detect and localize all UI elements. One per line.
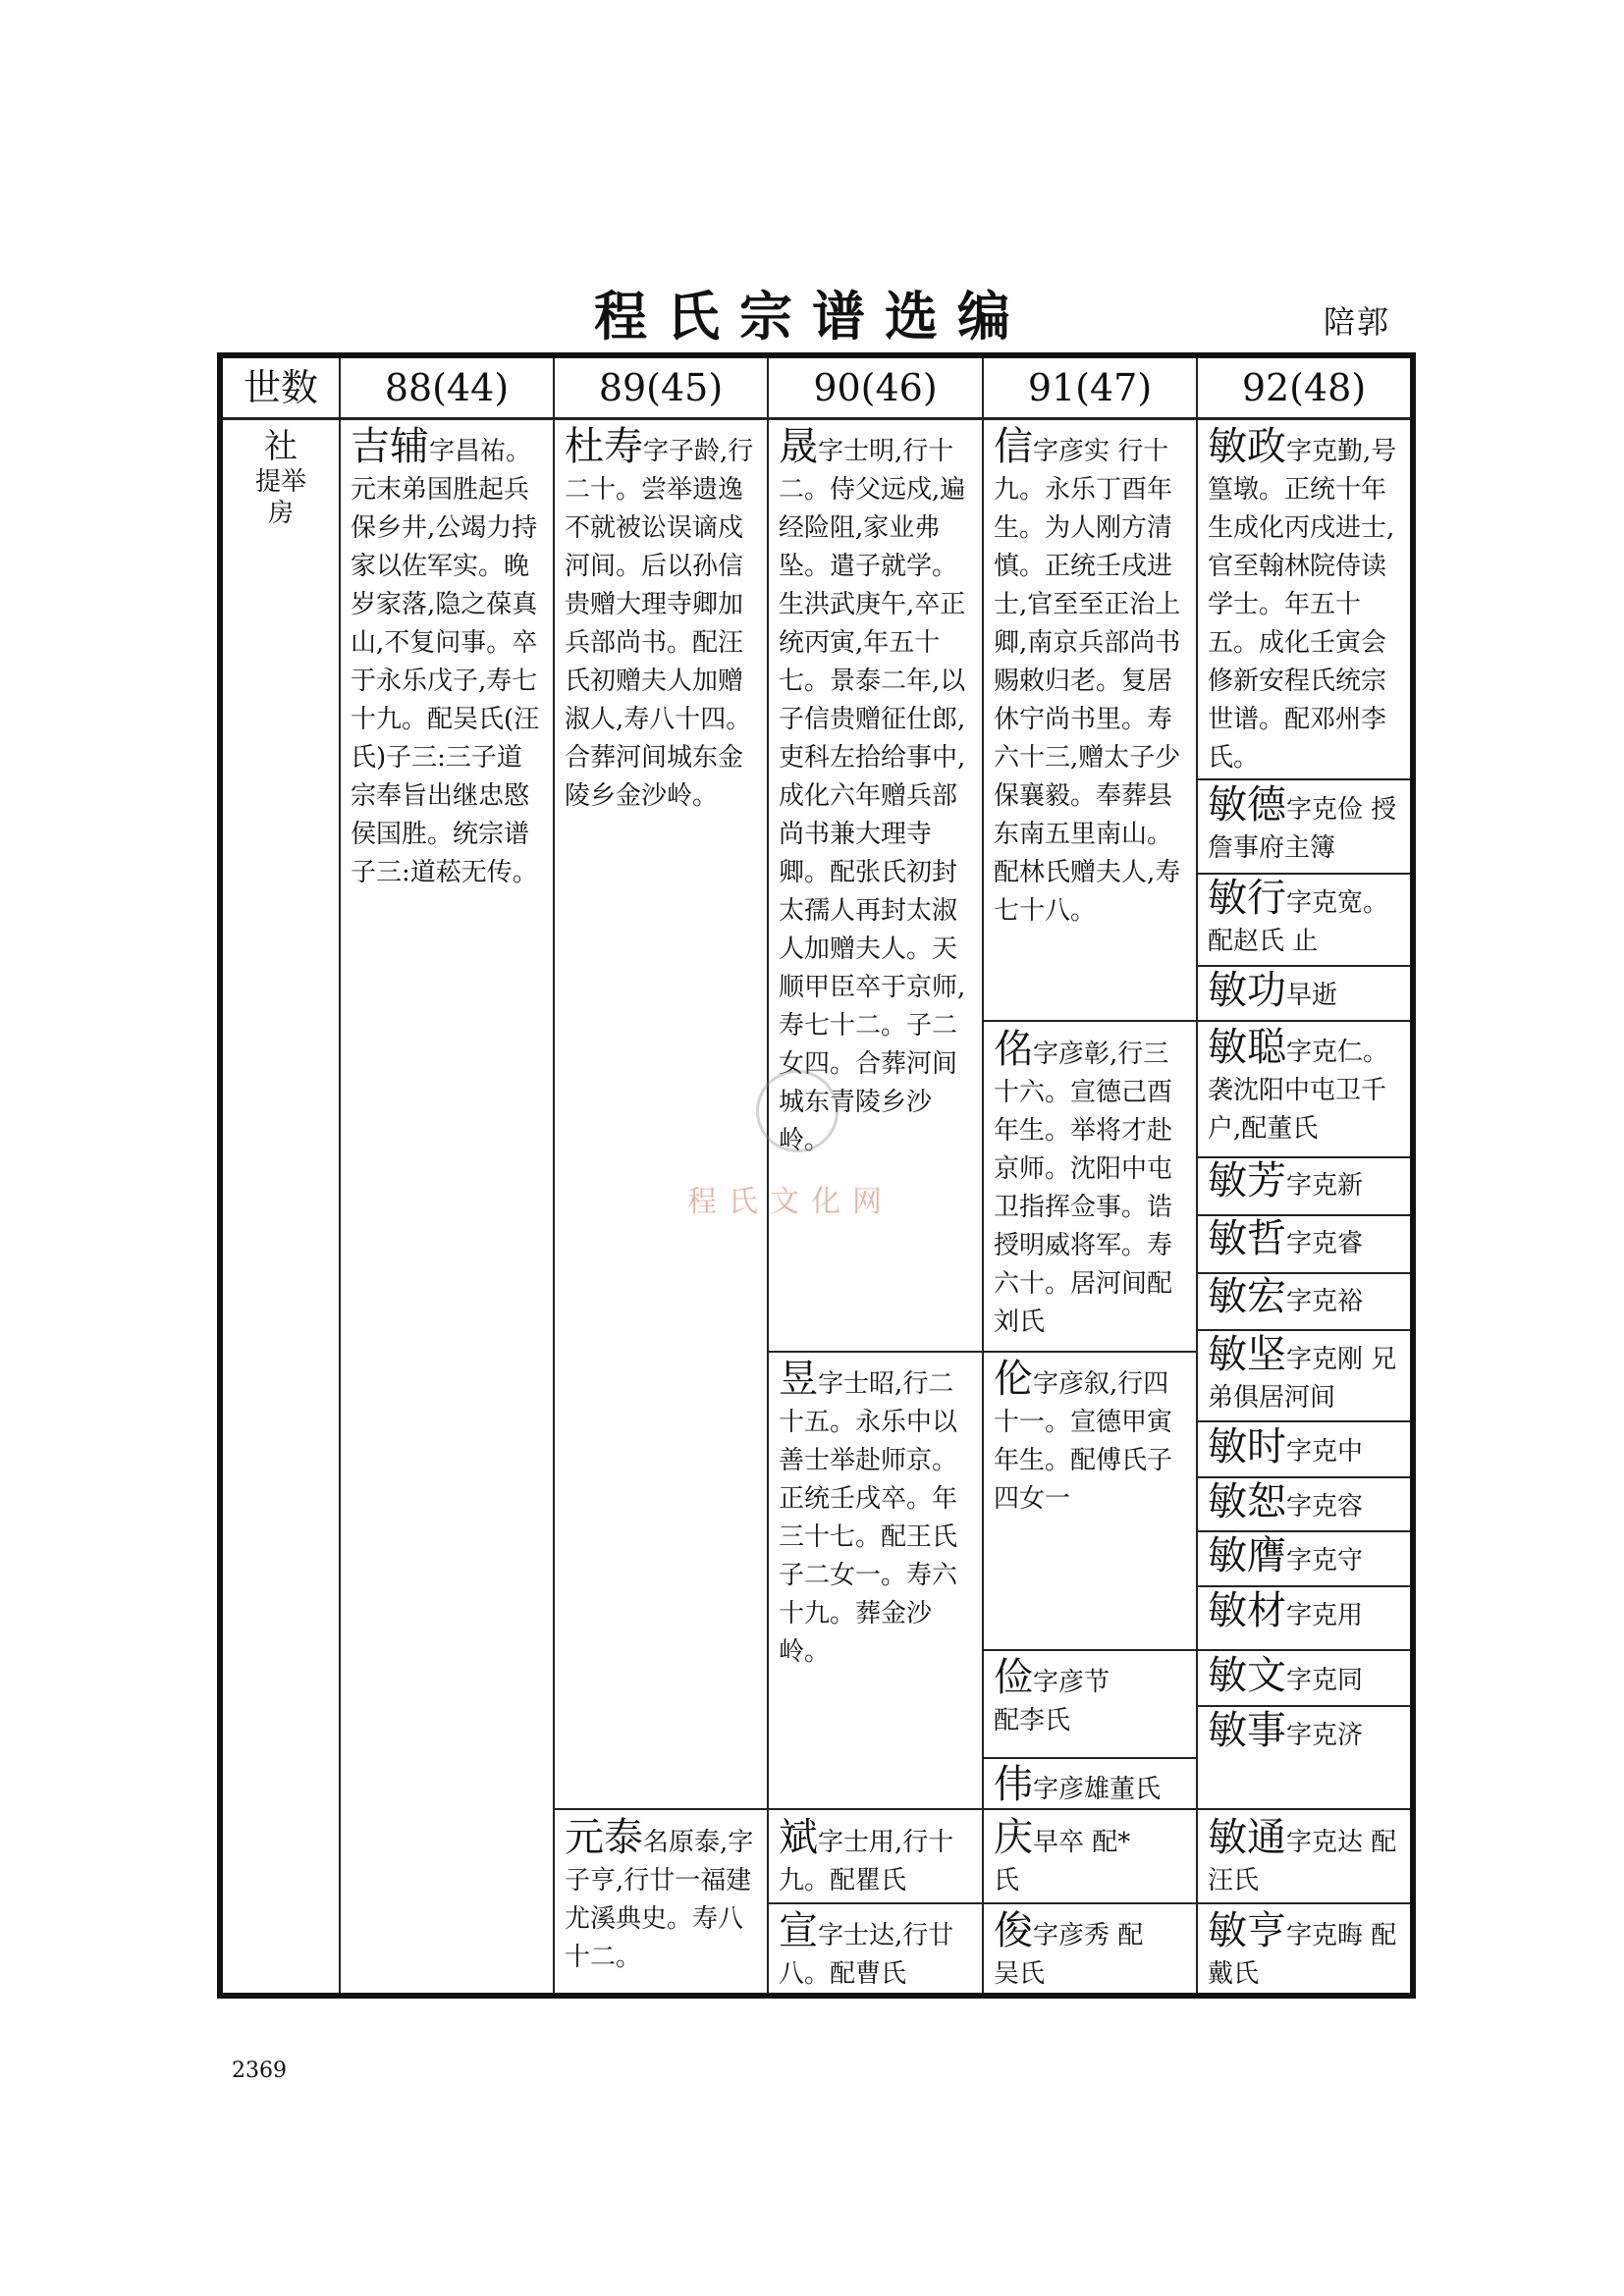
- person-bio: 字克用: [1286, 1601, 1364, 1630]
- row-divider: [1198, 1476, 1410, 1478]
- header-rule: [223, 417, 1410, 420]
- person-bio: 字克睿: [1286, 1229, 1364, 1258]
- person-name: 伦: [994, 1358, 1033, 1402]
- person-bio: 字子龄,行二十。尝举遗逸不就被讼误谪戍河间。后以孙信贵赠大理寺卿加兵部尚书。配汪氏初赠夫人加赠淑人,寿八十四。合葬河间城东金陵乡金沙岭。: [565, 437, 754, 811]
- row-divider: [1198, 873, 1410, 875]
- row-divider: [555, 1808, 767, 1810]
- row-divider: [984, 1351, 1196, 1353]
- person-entry: [1208, 1275, 1406, 1330]
- person-entry: [994, 1656, 1131, 1764]
- person-name: 杜寿: [565, 425, 643, 469]
- header-gen-88: 88(44): [384, 366, 510, 409]
- person-bio: 字克俭 授詹事府主簿: [1208, 795, 1397, 863]
- person-name: 庆: [994, 1816, 1033, 1860]
- person-entry: [779, 1816, 975, 1902]
- person-bio: 字彦节 配李氏: [994, 1668, 1110, 1735]
- person-entry: [994, 1909, 1151, 1992]
- header-generation-label: 世数: [243, 366, 318, 409]
- person-entry: [1208, 1333, 1406, 1421]
- row-divider: [1198, 1420, 1410, 1422]
- person-bio: 字彦雄董氏: [1033, 1775, 1162, 1804]
- col-divider: [339, 358, 341, 1993]
- person-name: 敏德: [1208, 783, 1286, 828]
- row-divider: [769, 1351, 982, 1353]
- person-name: 敏坚: [1208, 1333, 1286, 1377]
- person-entry: [1208, 1534, 1406, 1585]
- row-divider: [769, 1902, 982, 1904]
- genealogy-table: [217, 352, 1416, 1999]
- row-divider: [984, 1808, 1196, 1810]
- person-entry: [1208, 877, 1406, 965]
- person-entry: [1208, 1816, 1406, 1902]
- person-entry: [565, 1816, 761, 1991]
- row-divider: [1198, 1585, 1410, 1587]
- header-gen-90: 90(46): [813, 366, 938, 409]
- person-name: 敏功: [1208, 969, 1286, 1013]
- person-bio: 字克仁。袭沈阳中屯卫千户,配董氏: [1208, 1038, 1389, 1144]
- person-bio: 字克晦 配戴氏: [1208, 1921, 1397, 1989]
- branch-label: [223, 427, 339, 564]
- person-name: 敏亨: [1208, 1909, 1286, 1953]
- person-entry: [1208, 1159, 1406, 1214]
- row-divider: [1198, 965, 1410, 967]
- person-entry: [351, 425, 547, 1014]
- person-bio: 字克裕: [1286, 1287, 1364, 1316]
- person-bio: 字士明,行十二。侍父远戍,遍经险阻,家业弗坠。遣子就学。生洪武庚午,卒正统丙寅,年五十七。景泰二年,以子信贵赠征仕郎,吏科左拾给事中,成化六年赠兵部尚书兼大理寺卿。配张氏初封太孺人再封太淑人加赠夫人。天顺甲臣卒于京师,寿七十二。子二女四。合葬河间城东青陵乡沙岭。: [779, 437, 966, 1155]
- person-bio: 字彦彰,行三十六。宣德己酉年生。举将才赴京师。沈阳中屯卫指挥佥事。诰授明威将军。寿六十。居河间配刘氏: [994, 1040, 1173, 1337]
- person-name: 晟: [779, 425, 818, 469]
- person-name: 敏材: [1208, 1589, 1286, 1633]
- person-entry: [994, 1816, 1141, 1902]
- person-name: 佲: [994, 1028, 1033, 1072]
- person-entry: [565, 425, 761, 1014]
- person-name: 敏哲: [1208, 1217, 1286, 1261]
- person-bio: 字彦秀 配吴氏: [994, 1921, 1144, 1989]
- person-name: 信: [994, 425, 1033, 469]
- person-bio: 字士达,行廿八。配曹氏: [779, 1921, 954, 1989]
- person-entry: [994, 1763, 1195, 1808]
- person-bio: 字克济: [1286, 1721, 1364, 1750]
- person-name: 斌: [779, 1816, 818, 1860]
- person-bio: 字克达 配汪氏: [1208, 1828, 1397, 1896]
- person-entry: [1208, 1026, 1406, 1149]
- col-divider: [1196, 358, 1198, 1993]
- person-entry: [1208, 1709, 1406, 1760]
- branch-name: 社: [264, 427, 298, 466]
- person-name: 吉辅: [351, 425, 429, 469]
- person-bio: 字克勤,号篁墩。正统十年生成化丙戌进士,官至翰林院侍读学士。年五十五。成化壬寅会修新安程氏统宗世谱。配邓州李氏。: [1208, 437, 1397, 773]
- watermark-seal-icon: [756, 1070, 839, 1152]
- row-divider: [1198, 778, 1410, 780]
- person-name: 元泰: [565, 1816, 643, 1860]
- person-entry: [1208, 1654, 1406, 1705]
- person-bio: 早卒 配*氏: [994, 1828, 1131, 1896]
- person-entry: [1208, 1425, 1406, 1476]
- header-gen-92: 92(48): [1241, 366, 1367, 409]
- person-bio: 名原泰,字子亨,行廿一福建尤溪典史。寿八十二。: [565, 1828, 754, 1972]
- person-name: 敏文: [1208, 1654, 1286, 1698]
- col-divider: [553, 358, 555, 1993]
- branch-sub1: 提举: [254, 467, 306, 497]
- row-divider: [1198, 1808, 1410, 1810]
- person-bio: 字昌祐。元末弟国胜起兵保乡井,公竭力持家以佐军实。晚岁家落,隐之葆真山,不复问事。卒于永乐戊子,寿七十九。配吴氏(汪氏)子三:三子道宗奉旨出继忠愍侯国胜。统宗谱子三:道菘无传。: [351, 437, 540, 887]
- row-divider: [1198, 1272, 1410, 1274]
- person-name: 敏事: [1208, 1709, 1286, 1753]
- watermark-text: 程氏文化网: [687, 1185, 893, 1219]
- person-bio: 字克守: [1286, 1546, 1364, 1575]
- col-divider: [767, 358, 769, 1993]
- person-name: 俭: [994, 1656, 1033, 1700]
- person-entry: [1208, 1909, 1406, 1992]
- person-bio: 字克容: [1286, 1492, 1364, 1522]
- person-name: 敏膺: [1208, 1534, 1286, 1578]
- person-name: 敏行: [1208, 877, 1286, 921]
- row-divider: [984, 1020, 1196, 1022]
- person-bio: 字士用,行十九。配瞿氏: [779, 1828, 954, 1896]
- person-bio: 字克中: [1286, 1437, 1364, 1467]
- row-divider: [984, 1902, 1196, 1904]
- person-bio: 字克刚 兄弟俱居河间: [1208, 1345, 1397, 1413]
- row-divider: [1198, 1329, 1410, 1331]
- branch-sub2: 房: [267, 499, 294, 528]
- row-divider: [1198, 1214, 1410, 1216]
- person-entry: [779, 1909, 975, 1992]
- person-name: 昱: [779, 1358, 818, 1402]
- person-bio: 字士昭,行二十五。永乐中以善士举赴师京。正统壬戌卒。年三十七。配王氏子二女一。寿六十九。葬金沙岭。: [779, 1369, 958, 1667]
- place-name: 陪郭: [1324, 303, 1391, 341]
- person-bio: 字克宽。配赵氏 止: [1208, 888, 1389, 956]
- person-name: 敏通: [1208, 1816, 1286, 1860]
- person-entry: [1208, 1217, 1406, 1272]
- person-entry: [1208, 1589, 1406, 1640]
- header-gen-89: 89(45): [598, 366, 724, 409]
- person-name: 宣: [779, 1909, 818, 1953]
- person-bio: 字克新: [1286, 1171, 1364, 1201]
- row-divider: [984, 1649, 1196, 1651]
- header-gen-91: 91(47): [1027, 366, 1153, 409]
- person-name: 敏宏: [1208, 1275, 1286, 1319]
- person-bio: 字彦叙,行四十一。宣德甲寅年生。配傅氏子四女一: [994, 1369, 1173, 1514]
- person-name: 敏芳: [1208, 1159, 1286, 1203]
- person-entry: [994, 1028, 1190, 1342]
- page-title: 程氏宗谱选编: [594, 285, 1030, 347]
- person-name: 敏聪: [1208, 1026, 1286, 1070]
- row-divider: [1198, 1530, 1410, 1532]
- person-entry: [994, 425, 1190, 1014]
- person-name: 俊: [994, 1909, 1033, 1953]
- person-entry: [1208, 425, 1406, 780]
- row-divider: [1198, 1649, 1410, 1651]
- row-divider: [1198, 1902, 1410, 1904]
- row-divider: [1198, 1020, 1410, 1022]
- person-entry: [1208, 783, 1406, 872]
- person-name: 伟: [994, 1763, 1033, 1807]
- row-divider: [769, 1808, 982, 1810]
- row-divider: [1198, 1705, 1410, 1707]
- person-name: 敏时: [1208, 1425, 1286, 1469]
- person-bio: 字克同: [1286, 1666, 1364, 1695]
- person-bio: 早逝: [1286, 981, 1338, 1010]
- row-divider: [1198, 1156, 1410, 1158]
- person-name: 敏恕: [1208, 1480, 1286, 1524]
- col-divider: [982, 358, 984, 1993]
- person-entry: [1208, 1480, 1406, 1531]
- person-bio: 字彦实 行十九。永乐丁酉年生。为人刚方清慎。正统壬戌进士,官至至正治上卿,南京兵部尚书赐敕归老。复居休宁尚书里。寿六十三,赠太子少保襄毅。奉葬县东南五里南山。配林氏赠夫人,寿七十八。: [994, 437, 1181, 926]
- person-name: 敏政: [1208, 425, 1286, 469]
- person-entry: [1208, 969, 1406, 1020]
- page-number: 2369: [232, 2058, 287, 2083]
- person-entry: [994, 1358, 1190, 1534]
- person-entry: [779, 1358, 975, 1789]
- row-divider: [984, 1757, 1196, 1759]
